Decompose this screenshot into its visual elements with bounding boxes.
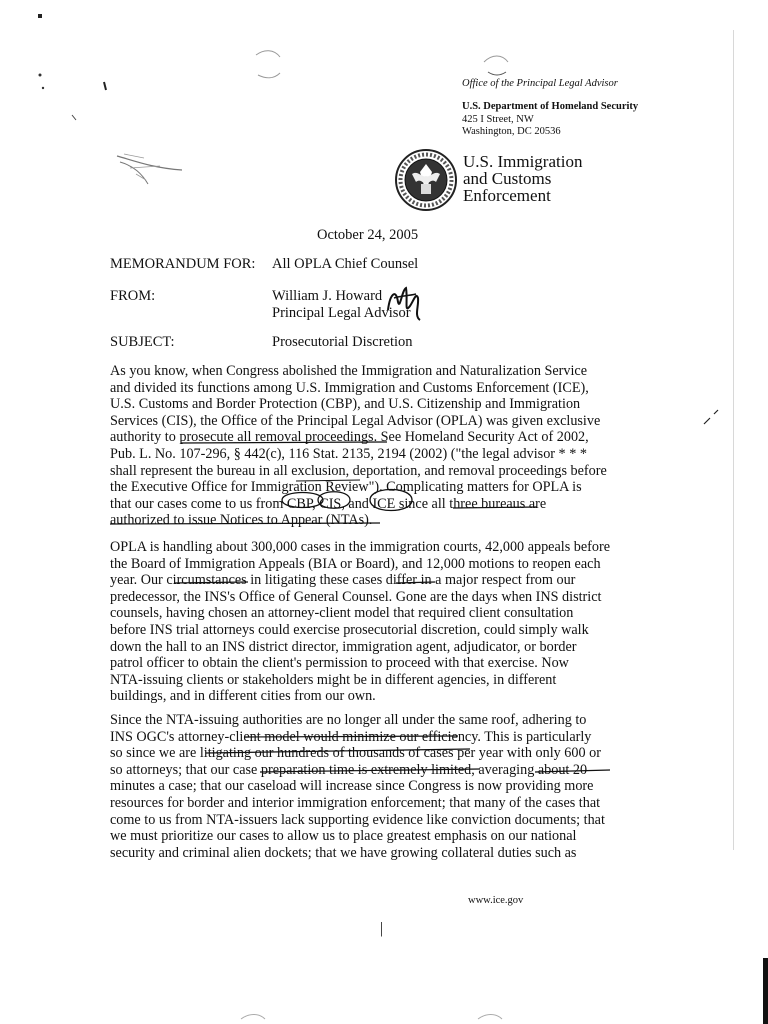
text-line: come to us from NTA-issuers lack supporting evidence like conviction documents; that <box>110 811 605 828</box>
punch-mark <box>250 45 290 85</box>
city-address: Washington, DC 20536 <box>462 126 561 137</box>
text-line: Services (CIS), the Office of the Principal Legal Advisor (OPLA) was given exclusive <box>110 412 601 429</box>
text-line: minutes a case; that our caseload will increase since Congress is now providing more <box>110 778 594 795</box>
agency-name <box>463 153 582 204</box>
text-line: we must prioritize our cases to allow us to place greatest emphasis on our national <box>110 828 577 845</box>
scan-edge-bar <box>763 958 768 1024</box>
text-line: year. Our circumstances in litigating these cases differ in a major respect from our <box>110 572 576 589</box>
memo-for-value: All OPLA Chief Counsel <box>272 256 419 272</box>
text-line: so attorneys; that our case preparation time is extremely limited, averaging about 20 <box>110 761 588 778</box>
text-line: that our cases come to us from CBP, CIS, and ICE since all three bureaus are <box>110 495 547 512</box>
page-mark: | <box>379 920 384 937</box>
from-label: FROM: <box>110 288 156 304</box>
street-address: 425 I Street, NW <box>462 113 534 125</box>
text-line: the Executive Office for Immigration Review"). Complicating matters for OPLA is <box>110 479 582 496</box>
text-line: As you know, when Congress abolished the Immigration and Naturalization Service <box>110 363 588 379</box>
text-line: down the hall to an INS district director, immigration agent, adjudicator, or border <box>110 638 577 655</box>
text-line: Since the NTA-issuing authorities are no longer all under the same roof, adhering to <box>110 712 587 728</box>
body-paragraph-1 <box>110 363 630 529</box>
text-line: counsels, having chosen an attorney-client model that required client consultation <box>110 605 574 622</box>
office-name: Office of the Principal Legal Advisor <box>462 78 618 89</box>
department-address <box>462 101 638 139</box>
text-line: predecessor, the INS's Office of General Counsel. Gone are the days when INS district <box>110 588 602 605</box>
text-line: resources for border and interior immigration enforcement; that many of the cases that <box>110 794 601 811</box>
text-line: and divided its functions among U.S. Immigration and Customs Enforcement (ICE), <box>110 379 589 396</box>
memo-date: October 24, 2005 <box>317 227 419 243</box>
text-line: patrol officer to obtain the client's permission to proceed with that exercise. Now <box>110 655 569 672</box>
body-paragraph-2 <box>110 539 630 705</box>
body-paragraph-3 <box>110 712 630 861</box>
text-line: NTA-issuing clients or stakeholders might be in different agencies, in different <box>110 671 557 688</box>
text-line: before INS trial attorneys could exercise prosecutorial discretion, could simply walk <box>110 621 589 638</box>
text-line: U.S. Customs and Border Protection (CBP), and U.S. Citizenship and Immigration <box>110 396 581 413</box>
text-line: shall represent the bureau in all exclusion, deportation, and removal proceedings before <box>110 462 607 479</box>
text-line: authority to prosecute all removal proceedings. See Homeland Security Act of 2002, <box>110 429 589 446</box>
punch-mark <box>472 1005 512 1024</box>
text-line: security and criminal alien dockets; that we have growing collateral duties such as <box>110 844 577 861</box>
text-line: INS OGC's attorney-client model would minimize our efficiency. This is particularly <box>110 728 592 745</box>
text-line: buildings, and in different cities from our own. <box>110 688 376 705</box>
sender-title: Principal Legal Advisor <box>272 305 411 321</box>
check-mark <box>704 410 718 424</box>
text-line: authorized to issue Notices to Appear (NTAs). <box>110 512 373 529</box>
footer-url: www.ice.gov <box>468 895 524 906</box>
agency-line-1: U.S. Immigration <box>463 152 583 171</box>
text-line: Pub. L. No. 107-296, § 442(c), 116 Stat. 2135, 2194 (2002) ("the legal advisor * * * <box>110 445 587 462</box>
dhs-seal-icon <box>394 148 458 212</box>
initials-signature <box>384 280 424 322</box>
subject-label: SUBJECT: <box>110 334 175 350</box>
text-line: the Board of Immigration Appeals (BIA or Board), and 12,000 motions to reopen each <box>110 555 601 572</box>
sender-name: William J. Howard <box>272 288 383 304</box>
received-stamp <box>112 148 192 188</box>
scan-edge-line <box>733 30 734 850</box>
agency-line-3: Enforcement <box>463 186 551 205</box>
department-name: U.S. Department of Homeland Security <box>462 101 639 112</box>
subject-value: Prosecutorial Discretion <box>272 334 413 350</box>
memo-for-label: MEMORANDUM FOR: <box>110 256 256 272</box>
agency-line-2: and Customs <box>463 169 552 188</box>
text-line: so since we are litigating our hundreds of thousands of cases per year with only 600 or <box>110 745 601 762</box>
punch-mark <box>235 1005 275 1024</box>
text-line: OPLA is handling about 300,000 cases in the immigration courts, 42,000 appeals before <box>110 539 611 555</box>
